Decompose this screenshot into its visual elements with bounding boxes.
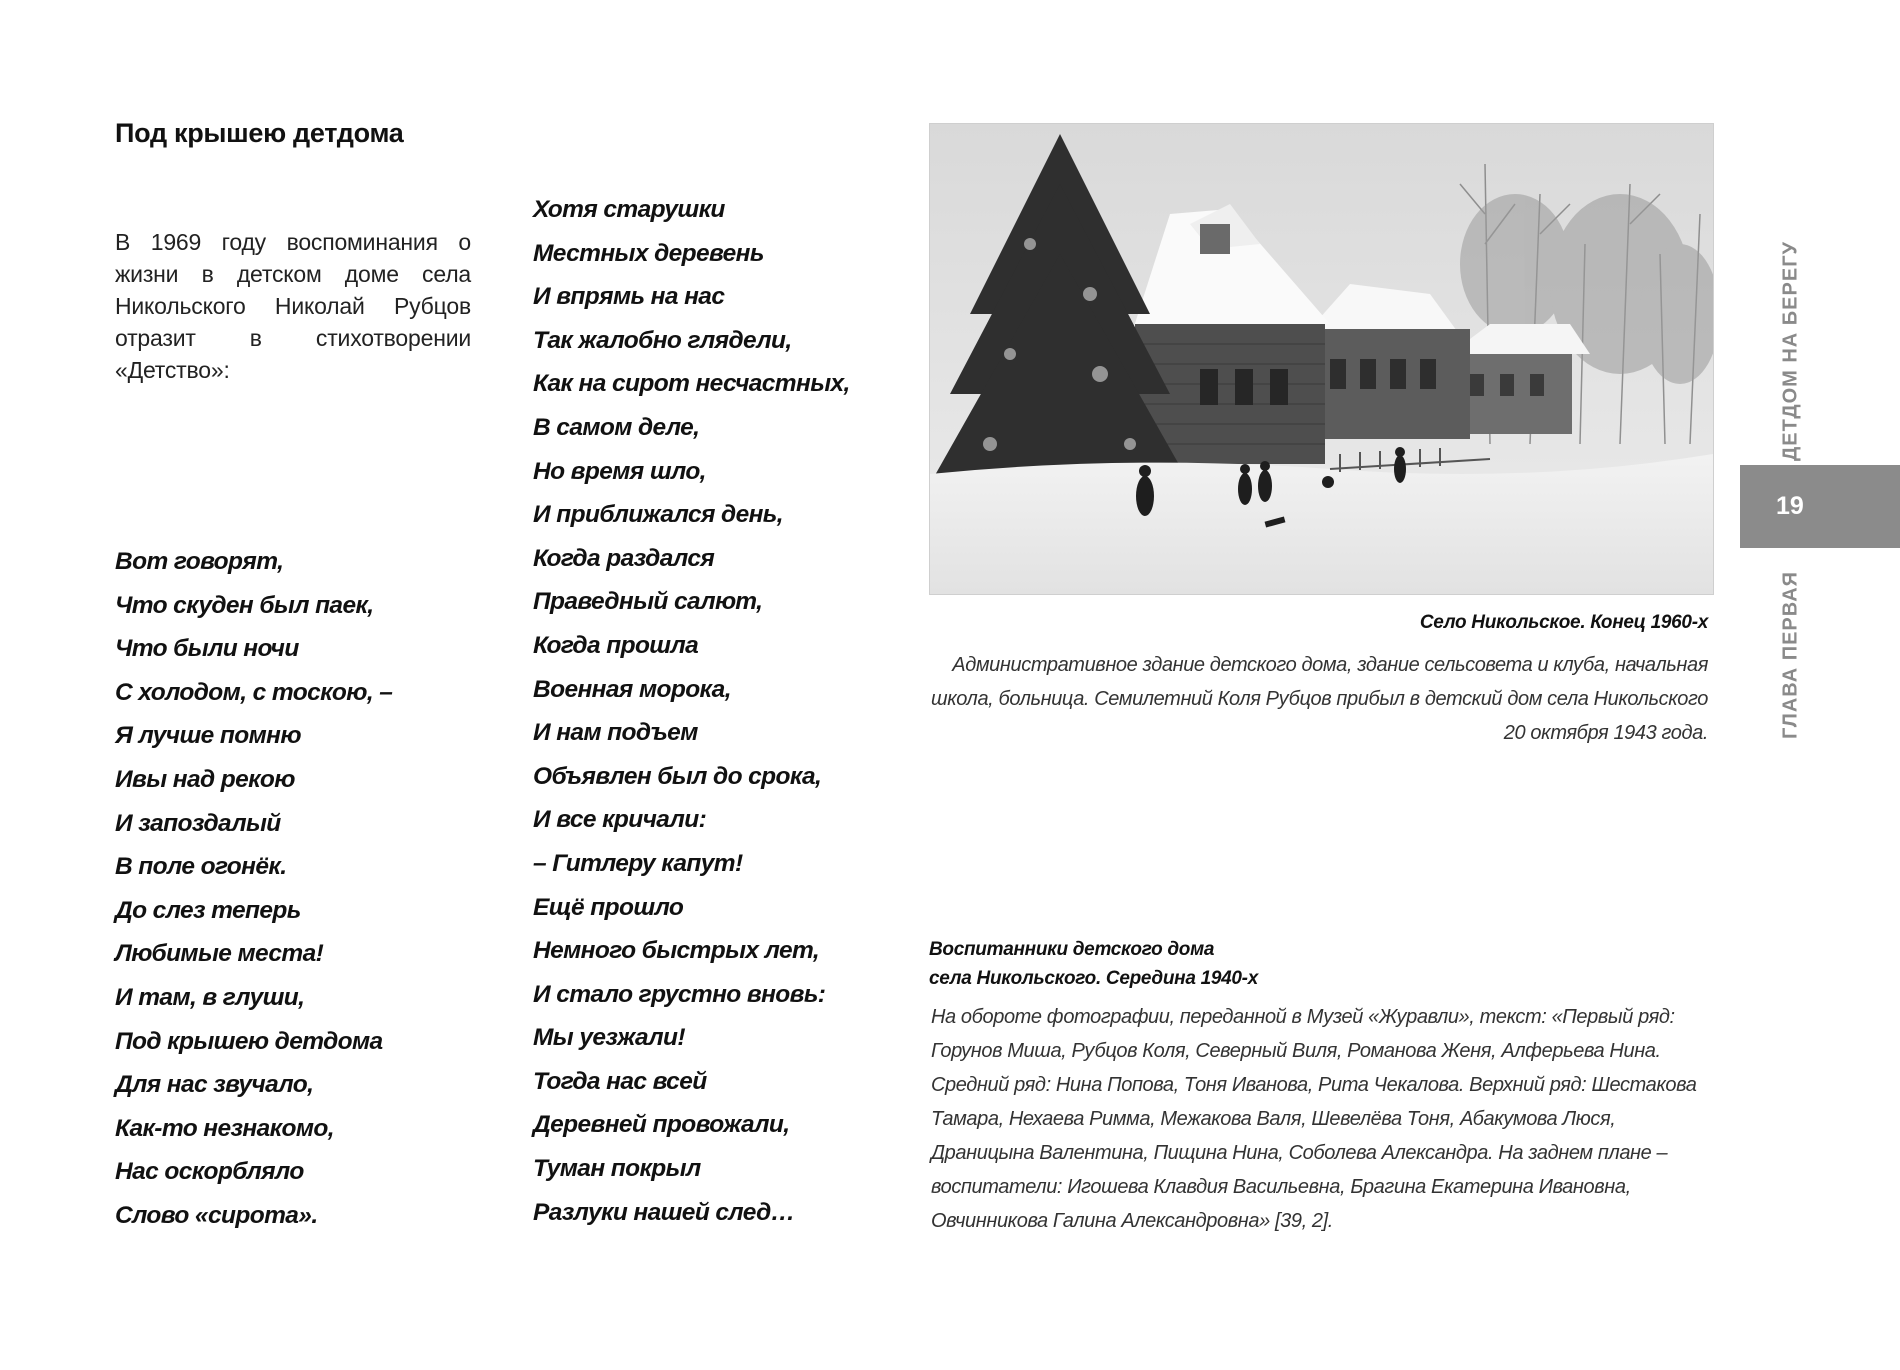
poem-column-left bbox=[115, 540, 392, 1238]
second-caption-title bbox=[929, 935, 1258, 993]
poem-line: Я лучше помню bbox=[115, 722, 301, 750]
poem-line: С холодом, с тоскою, – bbox=[115, 678, 393, 706]
page-number: 19 bbox=[1776, 492, 1804, 520]
poem-line: Военная морока, bbox=[533, 675, 731, 703]
poem-line: Что были ночи bbox=[115, 635, 299, 663]
poem-column-right bbox=[533, 188, 850, 1234]
poem-line: – Гитлеру капут! bbox=[533, 849, 743, 877]
poem-line: Когда раздался bbox=[533, 544, 715, 572]
chapter-text: ГЛАВА ПЕРВАЯ bbox=[1779, 570, 1802, 740]
book-section-text: ДЕТДОМ НА БЕРЕГУ bbox=[1779, 241, 1802, 461]
section-heading: Под крышею детдома bbox=[115, 118, 404, 148]
poem-line: Но время шло, bbox=[533, 457, 706, 485]
poem-line: До слез теперь bbox=[115, 896, 301, 924]
poem-line: И там, в глуши, bbox=[115, 983, 305, 1011]
poem-line: Что скуден был паек, bbox=[115, 591, 374, 619]
poem-line: Любимые места! bbox=[115, 940, 324, 968]
poem-line: Ивы над рекою bbox=[115, 765, 295, 793]
intro-paragraph: В 1969 году воспоминания о жизни в детском доме села Никольского Николай Рубцов отразит в стихотворении «Детство»: bbox=[115, 229, 471, 383]
poem-line: В поле огонёк. bbox=[115, 853, 287, 881]
winter-village-illustration bbox=[930, 124, 1713, 594]
poem-line: И стало грустно вновь: bbox=[533, 980, 826, 1008]
poem-line: И приближался день, bbox=[533, 501, 783, 529]
poem-line: И запоздалый bbox=[115, 809, 281, 837]
poem-line: Праведный салют, bbox=[533, 588, 763, 616]
poem-line: Местных деревень bbox=[533, 239, 764, 267]
poem-line: И впрямь на нас bbox=[533, 283, 725, 311]
village-photo bbox=[929, 123, 1714, 595]
poem-line: Как на сирот несчастных, bbox=[533, 370, 850, 398]
poem-line: Тогда нас всей bbox=[533, 1067, 707, 1095]
poem-line: Мы уезжали! bbox=[533, 1024, 685, 1052]
poem-line: И все кричали: bbox=[533, 806, 707, 834]
poem-line: Нас оскорбляло bbox=[115, 1158, 304, 1186]
poem-line: Под крышею детдома bbox=[115, 1027, 383, 1055]
poem-line: Деревней провожали, bbox=[533, 1111, 790, 1139]
poem-line: И нам подъем bbox=[533, 719, 698, 747]
poem-line: Когда прошла bbox=[533, 631, 699, 659]
poem-line: В самом деле, bbox=[533, 413, 700, 441]
poem-line: Слово «сирота». bbox=[115, 1201, 318, 1229]
poem-line: Ещё прошло bbox=[533, 893, 684, 921]
sidebar-chapter-label bbox=[1773, 562, 1809, 748]
poem-line: Вот говорят, bbox=[115, 548, 284, 575]
poem-line: Для нас звучало, bbox=[115, 1071, 314, 1099]
page-number-box bbox=[1740, 465, 1900, 548]
poem-line: Объявлен был до срока, bbox=[533, 762, 822, 790]
photo-caption-title: Село Никольское. Конец 1960-х bbox=[1419, 612, 1708, 633]
poem-line: Туман покрыл bbox=[533, 1155, 701, 1183]
poem-line: Как-то незнакомо, bbox=[115, 1114, 334, 1142]
photo-caption-text: Административное здание детского дома, здание сельсовета и клуба, начальная школа, больница. Семилетний Коля Рубцов прибыл в детский дом села Никольского 20 октября 1943 года. bbox=[931, 654, 1708, 744]
poem-line: Хотя старушки bbox=[533, 196, 725, 223]
poem-line: Разлуки нашей след… bbox=[533, 1198, 795, 1226]
sidebar-section-label bbox=[1773, 241, 1809, 461]
second-caption-text: На обороте фотографии, переданной в Музей «Журавли», текст: «Первый ряд: Горунов Миша, Рубцов Коля, Северный Виля, Романова Женя, Алферьева Нина. Средний ряд: Нина Попова, Тоня Иванова, Рита Чекалова. Верхний ряд: Шестакова Тамара, Нехаева Римма, Межакова Валя, Шевелёва Тоня, Абакумова Люся, Драницына Валентина, Пищина Нина, Соболева Александра. На заднем плане – воспитатели: Игошева Клавдия Васильевна, Брагина Екатерина Ивановна, Овчинникова Галина Александровна» [39, 2]. bbox=[931, 1006, 1697, 1232]
poem-line: Так жалобно глядели, bbox=[533, 326, 792, 354]
poem-line: Немного быстрых лет, bbox=[533, 937, 820, 965]
second-caption-title-line2: села Никольского. Середина 1940-х bbox=[929, 968, 1258, 989]
second-caption-title-line1: Воспитанники детского дома bbox=[929, 939, 1215, 960]
rear-building-shape bbox=[1450, 324, 1590, 434]
